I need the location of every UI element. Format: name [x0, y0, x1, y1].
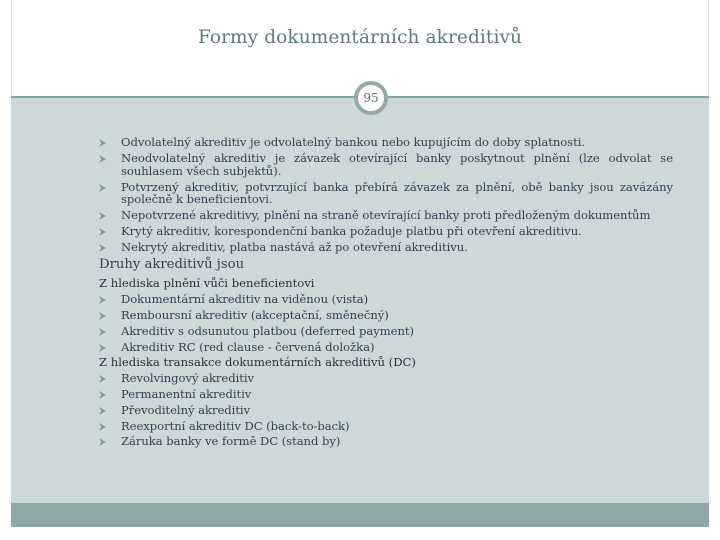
arrow-bullet-icon [99, 371, 111, 383]
list-item [99, 419, 673, 435]
arrow-bullet-icon [99, 419, 111, 431]
list-item-text: Remboursní akreditiv (akceptační, směnečný) [121, 308, 389, 322]
group-heading: Z hlediska plnění vůči beneficientovi [99, 276, 315, 291]
arrow-bullet-icon [99, 225, 111, 236]
list-item-text: Revolvingový akreditiv [121, 371, 255, 386]
list-item-text: Permanentní akreditiv [121, 386, 252, 401]
footer-bar [11, 503, 709, 527]
list-item-text: Záruka banky ve formě DC (stand by) [121, 434, 341, 449]
list-item [99, 292, 673, 308]
list-item-text: Nepotvrzené akreditivy, plnění na straně otevírající banky proti předloženým dokumentům [121, 208, 651, 223]
list-item [99, 136, 673, 149]
arrow-bullet-icon [99, 181, 111, 192]
list-item [99, 324, 673, 340]
list-item [99, 241, 673, 254]
list-item-text: Akreditiv RC (red clause - červená doložka) [121, 339, 375, 354]
page-number-badge [354, 81, 388, 115]
arrow-bullet-icon [99, 152, 111, 163]
list-item-text: Nekrytý akreditiv, platba nastává až po otevření akreditivu. [121, 240, 468, 255]
arrow-bullet-icon [99, 292, 111, 304]
slide-body [99, 136, 673, 450]
list-item [99, 371, 673, 387]
list-item [99, 434, 673, 450]
page-number: 95 [363, 91, 379, 105]
arrow-bullet-icon [99, 403, 111, 415]
list-item [99, 387, 673, 403]
list-item [99, 403, 673, 419]
list-item [99, 209, 673, 222]
list-item [99, 308, 673, 324]
list-item-text: Dokumentární akreditiv na viděnou (vista) [121, 292, 369, 307]
list-item-text: Krytý akreditiv, korespondenční banka požaduje platbu při otevření akreditivu. [121, 224, 582, 239]
list-item-text: Reexportní akreditiv DC (back-to-back) [121, 418, 350, 433]
list-item [99, 152, 673, 177]
arrow-bullet-icon [99, 136, 111, 147]
arrow-bullet-icon [99, 387, 111, 399]
types-section [99, 276, 673, 450]
arrow-bullet-icon [99, 434, 111, 446]
arrow-bullet-icon [99, 209, 111, 220]
arrow-bullet-icon [99, 308, 111, 320]
arrow-bullet-icon [99, 241, 111, 252]
list-item-text: Převoditelný akreditiv [121, 402, 251, 417]
slide-header [11, 0, 709, 96]
group-heading: Z hlediska transakce dokumentárních akreditivů (DC) [99, 355, 416, 370]
arrow-bullet-icon [99, 324, 111, 336]
types-heading: Druhy akreditivů jsou [99, 257, 245, 273]
slide-title: Formy dokumentárních akreditivů [197, 27, 523, 48]
arrow-bullet-icon [99, 340, 111, 352]
list-item-text: Potvrzený akreditiv, potvrzující banka přebírá závazek za plnění, obě banky jsou zavázány společně k beneficientovi. [121, 179, 673, 207]
list-item-text: Neodvolatelný akreditiv je závazek otevírající banky poskytnout plnění (lze odvolat se souhlasem všech subjektů). [121, 151, 673, 178]
list-item [99, 340, 673, 356]
list-item-text: Akreditiv s odsunutou platbou (deferred payment) [121, 323, 414, 338]
list-item [99, 225, 673, 238]
list-item [99, 181, 673, 206]
list-item-text: Odvolatelný akreditiv je odvolatelný bankou nebo kupujícím do doby splatnosti. [121, 135, 585, 149]
forms-list [99, 136, 673, 254]
